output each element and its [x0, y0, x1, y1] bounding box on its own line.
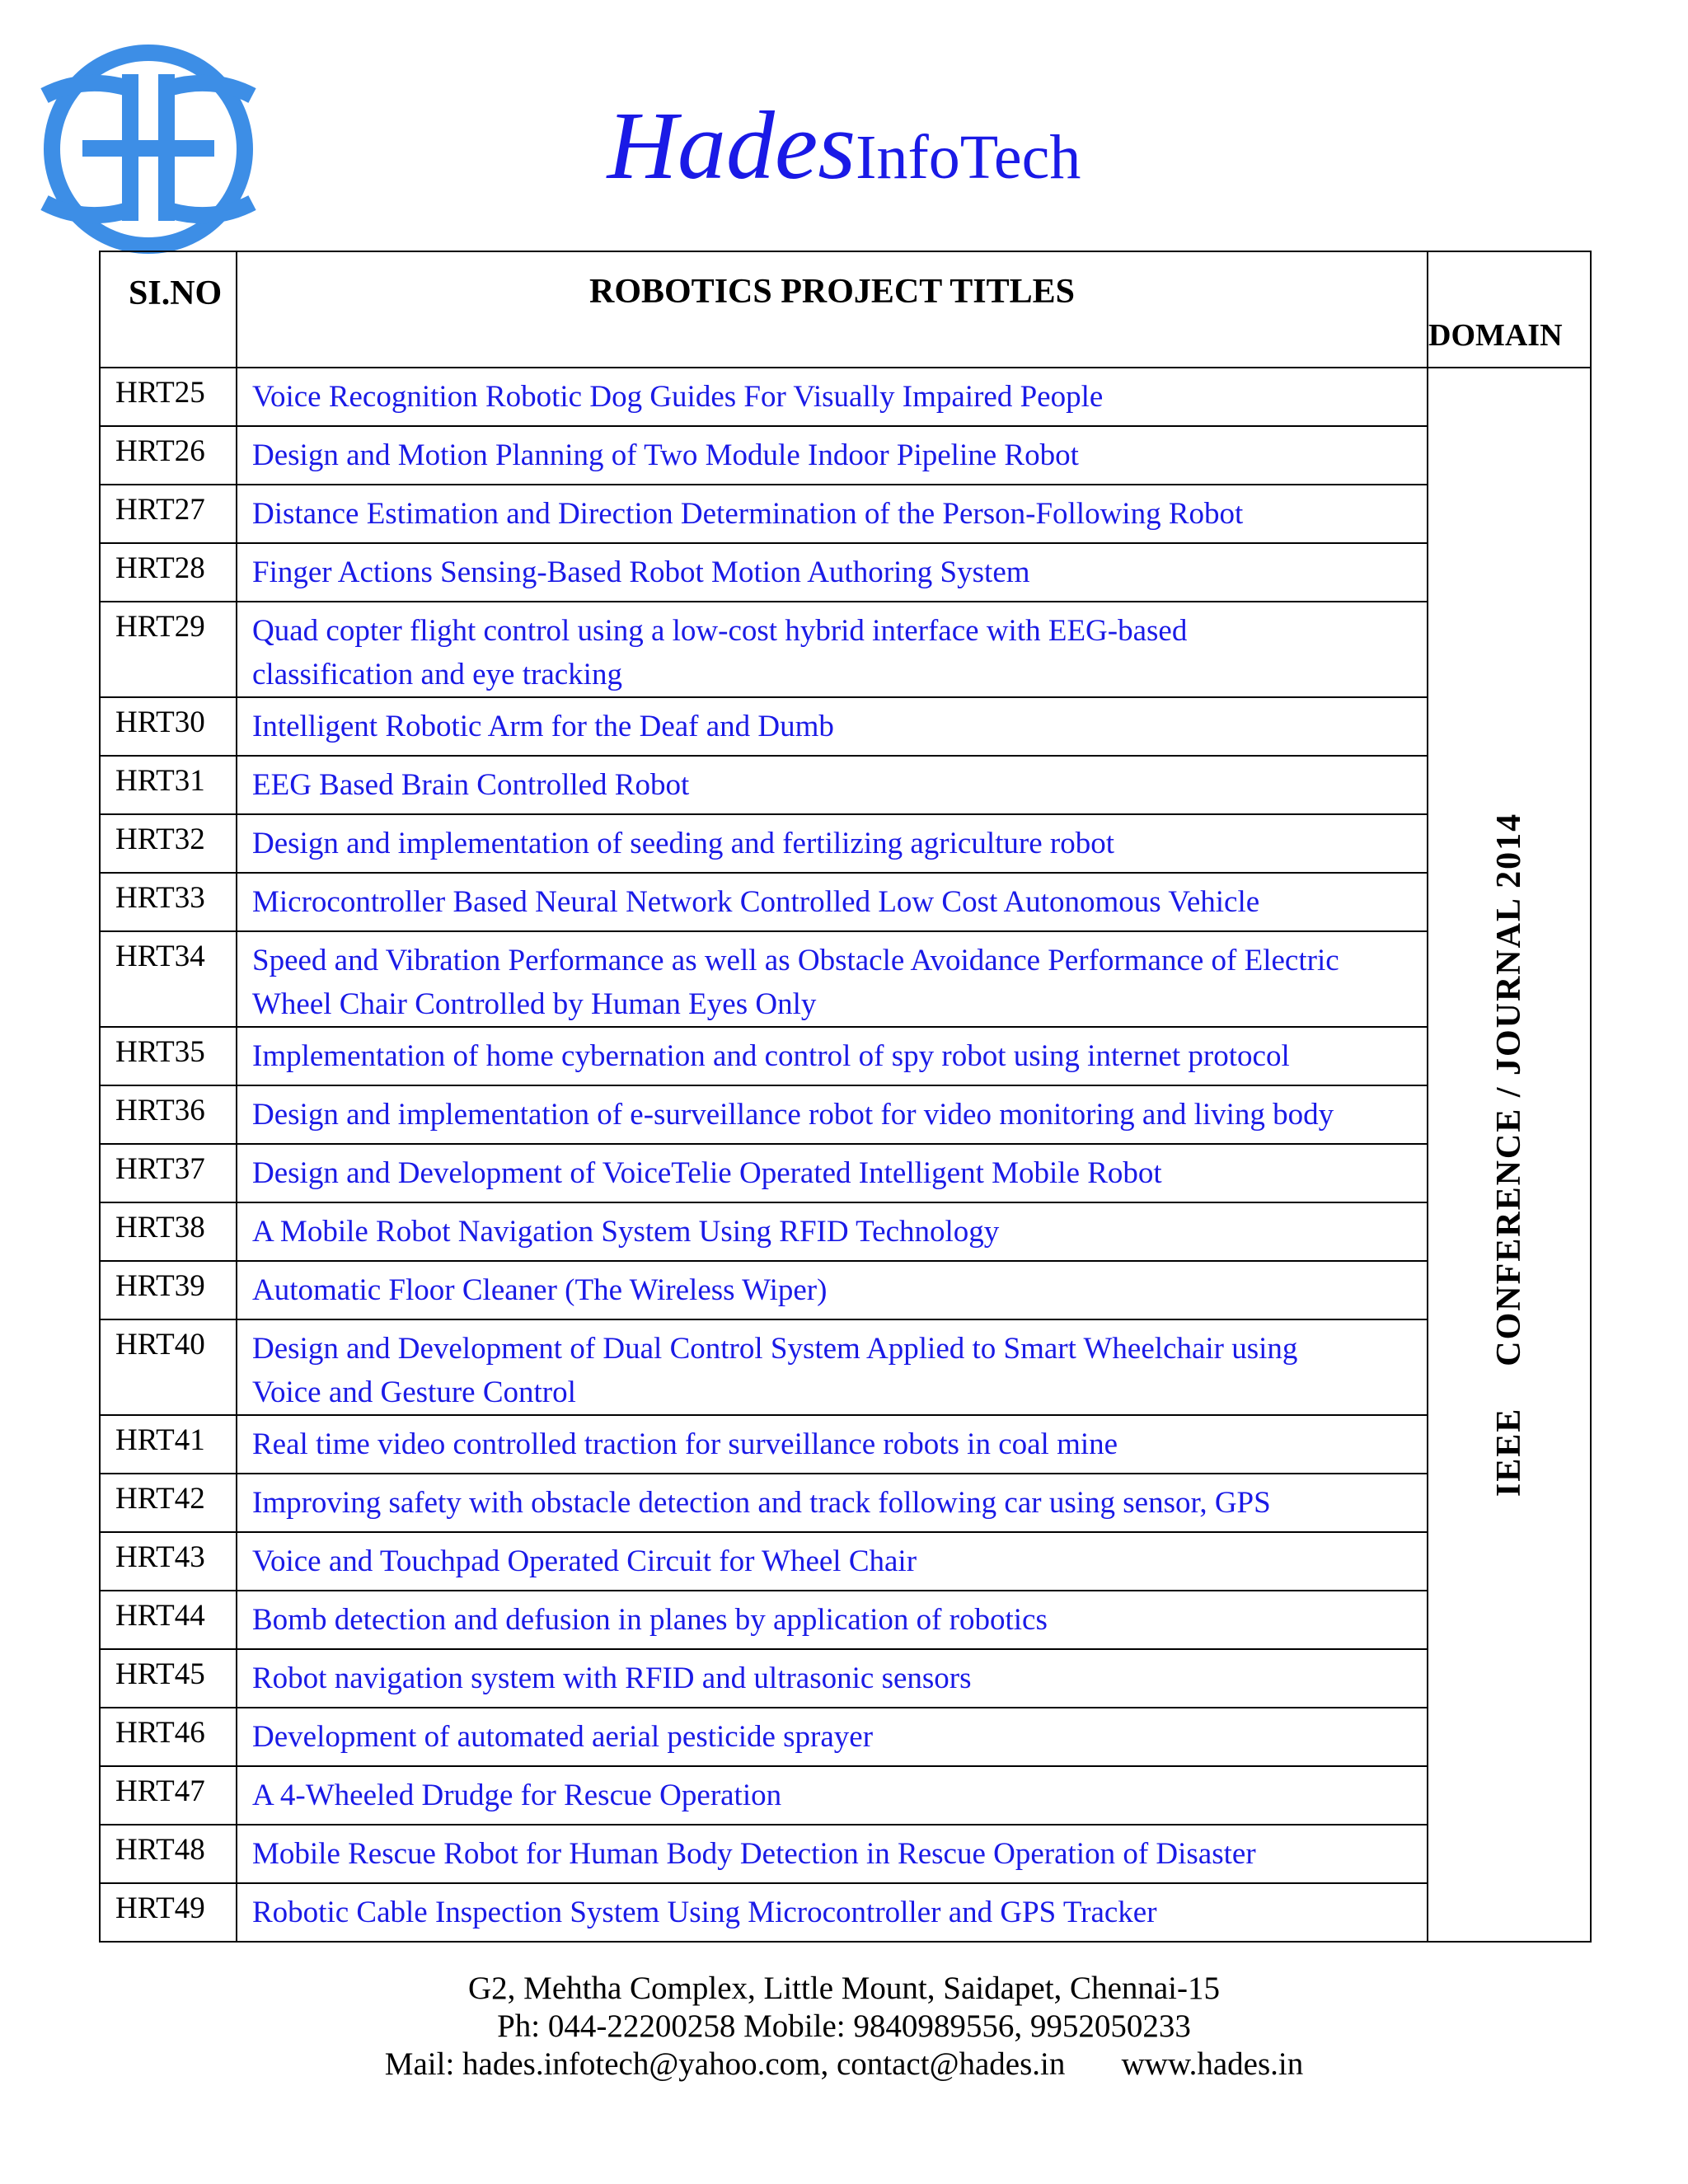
footer-mail: Mail: hades.infotech@yahoo.com, contact@hades.in www.hades.in [384, 2046, 1304, 2082]
row-title-line: Wheel Chair Controlled by Human Eyes Only [252, 987, 817, 1021]
row-title [237, 543, 1428, 602]
company-brand [0, 91, 1688, 199]
row-id: HRT29 [100, 602, 237, 697]
row-title [237, 1708, 1428, 1766]
table-row [100, 873, 1591, 931]
table-row [100, 485, 1591, 543]
table-row [100, 814, 1591, 873]
row-id: HRT39 [100, 1261, 237, 1319]
table-row [100, 368, 1591, 426]
row-title [237, 1649, 1428, 1708]
row-title-line: Distance Estimation and Direction Determination of the Person-Following Robot [252, 497, 1244, 531]
table-row [100, 697, 1591, 756]
table-row [100, 931, 1591, 1027]
row-title-line: Voice Recognition Robotic Dog Guides For Visually Impaired People [252, 380, 1104, 414]
table-row [100, 1649, 1591, 1708]
row-title [237, 426, 1428, 485]
row-title [237, 873, 1428, 931]
table-row [100, 426, 1591, 485]
row-title [237, 1319, 1428, 1415]
brand-plain: InfoTech [856, 123, 1081, 192]
row-title [237, 1085, 1428, 1144]
row-id: HRT31 [100, 756, 237, 814]
row-title-line: Design and implementation of e-surveillance robot for video monitoring and living body [252, 1098, 1334, 1132]
row-title [237, 1532, 1428, 1591]
row-title-line: Design and Development of VoiceTelie Operated Intelligent Mobile Robot [252, 1156, 1162, 1190]
row-title-line: Speed and Vibration Performance as well as Obstacle Avoidance Performance of Electric [252, 944, 1339, 977]
row-id: HRT48 [100, 1825, 237, 1883]
project-titles-table [99, 251, 1592, 1943]
row-id: HRT35 [100, 1027, 237, 1085]
row-title-line: Robot navigation system with RFID and ultrasonic sensors [252, 1661, 972, 1695]
row-title [237, 368, 1428, 426]
row-id: HRT26 [100, 426, 237, 485]
table-body [100, 368, 1591, 1942]
row-title [237, 1474, 1428, 1532]
header-domain: DOMAIN [1428, 251, 1591, 368]
table-row [100, 1261, 1591, 1319]
row-title [237, 931, 1428, 1027]
header-sino: SI.NO [100, 251, 237, 368]
row-title-line: EEG Based Brain Controlled Robot [252, 768, 690, 802]
row-title [237, 1261, 1428, 1319]
table-row [100, 756, 1591, 814]
row-title-line: Mobile Rescue Robot for Human Body Detection in Rescue Operation of Disaster [252, 1837, 1256, 1871]
row-title [237, 1027, 1428, 1085]
row-title-line: A Mobile Robot Navigation System Using RFID Technology [252, 1215, 1000, 1249]
header-titles: ROBOTICS PROJECT TITLES [237, 251, 1428, 368]
table-row [100, 1085, 1591, 1144]
row-id: HRT37 [100, 1144, 237, 1202]
row-id: HRT32 [100, 814, 237, 873]
row-title-line: Intelligent Robotic Arm for the Deaf and Dumb [252, 710, 834, 743]
table-row [100, 1825, 1591, 1883]
row-title-line: Real time video controlled traction for surveillance robots in coal mine [252, 1427, 1118, 1461]
table-row [100, 1202, 1591, 1261]
row-id: HRT25 [100, 368, 237, 426]
row-id: HRT40 [100, 1319, 237, 1415]
row-id: HRT43 [100, 1532, 237, 1591]
row-id: HRT44 [100, 1591, 237, 1649]
row-title [237, 602, 1428, 697]
brand-script: Hades [607, 91, 856, 199]
row-title-line: Design and Development of Dual Control System Applied to Smart Wheelchair using [252, 1332, 1298, 1366]
row-title [237, 1883, 1428, 1942]
row-title [237, 1591, 1428, 1649]
row-title-line: Bomb detection and defusion in planes by application of robotics [252, 1603, 1048, 1637]
row-title [237, 814, 1428, 873]
table-row [100, 1415, 1591, 1474]
row-title-line: Improving safety with obstacle detection and track following car using sensor, GPS [252, 1486, 1271, 1520]
row-title-line: Voice and Gesture Control [252, 1376, 576, 1409]
table-row [100, 1883, 1591, 1942]
row-id: HRT49 [100, 1883, 237, 1942]
table-header-row [100, 251, 1591, 368]
table-row [100, 543, 1591, 602]
row-title [237, 1766, 1428, 1825]
row-id: HRT28 [100, 543, 237, 602]
row-title-line: Voice and Touchpad Operated Circuit for Wheel Chair [252, 1544, 917, 1578]
table-row [100, 1027, 1591, 1085]
row-id: HRT33 [100, 873, 237, 931]
row-id: HRT36 [100, 1085, 237, 1144]
row-id: HRT27 [100, 485, 237, 543]
row-id: HRT30 [100, 697, 237, 756]
row-title [237, 485, 1428, 543]
row-title-line: Robotic Cable Inspection System Using Microcontroller and GPS Tracker [252, 1896, 1157, 1929]
row-title-line: Design and implementation of seeding and fertilizing agriculture robot [252, 827, 1114, 860]
row-title-line: Development of automated aerial pesticide sprayer [252, 1720, 874, 1754]
table-row [100, 602, 1591, 697]
row-title [237, 697, 1428, 756]
row-title-line: Automatic Floor Cleaner (The Wireless Wiper) [252, 1273, 828, 1307]
row-title [237, 1825, 1428, 1883]
table-row [100, 1319, 1591, 1415]
table-row [100, 1144, 1591, 1202]
row-id: HRT46 [100, 1708, 237, 1766]
row-id: HRT47 [100, 1766, 237, 1825]
row-title [237, 1415, 1428, 1474]
row-id: HRT38 [100, 1202, 237, 1261]
row-title [237, 1144, 1428, 1202]
table-row [100, 1591, 1591, 1649]
footer-phone: Ph: 044-22200258 Mobile: 9840989556, 9952050233 [497, 2008, 1191, 2044]
row-id: HRT41 [100, 1415, 237, 1474]
row-id: HRT42 [100, 1474, 237, 1532]
row-id: HRT45 [100, 1649, 237, 1708]
table-row [100, 1766, 1591, 1825]
row-id: HRT34 [100, 931, 237, 1027]
domain-label: IEEE CONFERENCE / JOURNAL 2014 [1490, 812, 1528, 1497]
table-row [100, 1474, 1591, 1532]
row-title-line: classification and eye tracking [252, 658, 622, 691]
row-title-line: A 4-Wheeled Drudge for Rescue Operation [252, 1779, 782, 1812]
row-title-line: Finger Actions Sensing-Based Robot Motion Authoring System [252, 555, 1030, 589]
row-title [237, 1202, 1428, 1261]
row-title-line: Implementation of home cybernation and control of spy robot using internet protocol [252, 1039, 1290, 1073]
domain-cell [1428, 368, 1591, 1942]
row-title-line: Design and Motion Planning of Two Module Indoor Pipeline Robot [252, 438, 1079, 472]
table-row [100, 1708, 1591, 1766]
row-title-line: Microcontroller Based Neural Network Controlled Low Cost Autonomous Vehicle [252, 885, 1260, 919]
row-title [237, 756, 1428, 814]
row-title-line: Quad copter flight control using a low-cost hybrid interface with EEG-based [252, 614, 1188, 648]
footer-address: G2, Mehtha Complex, Little Mount, Saidapet, Chennai-15 [467, 1971, 1221, 2006]
footer [0, 1970, 1688, 2083]
table-row [100, 1532, 1591, 1591]
